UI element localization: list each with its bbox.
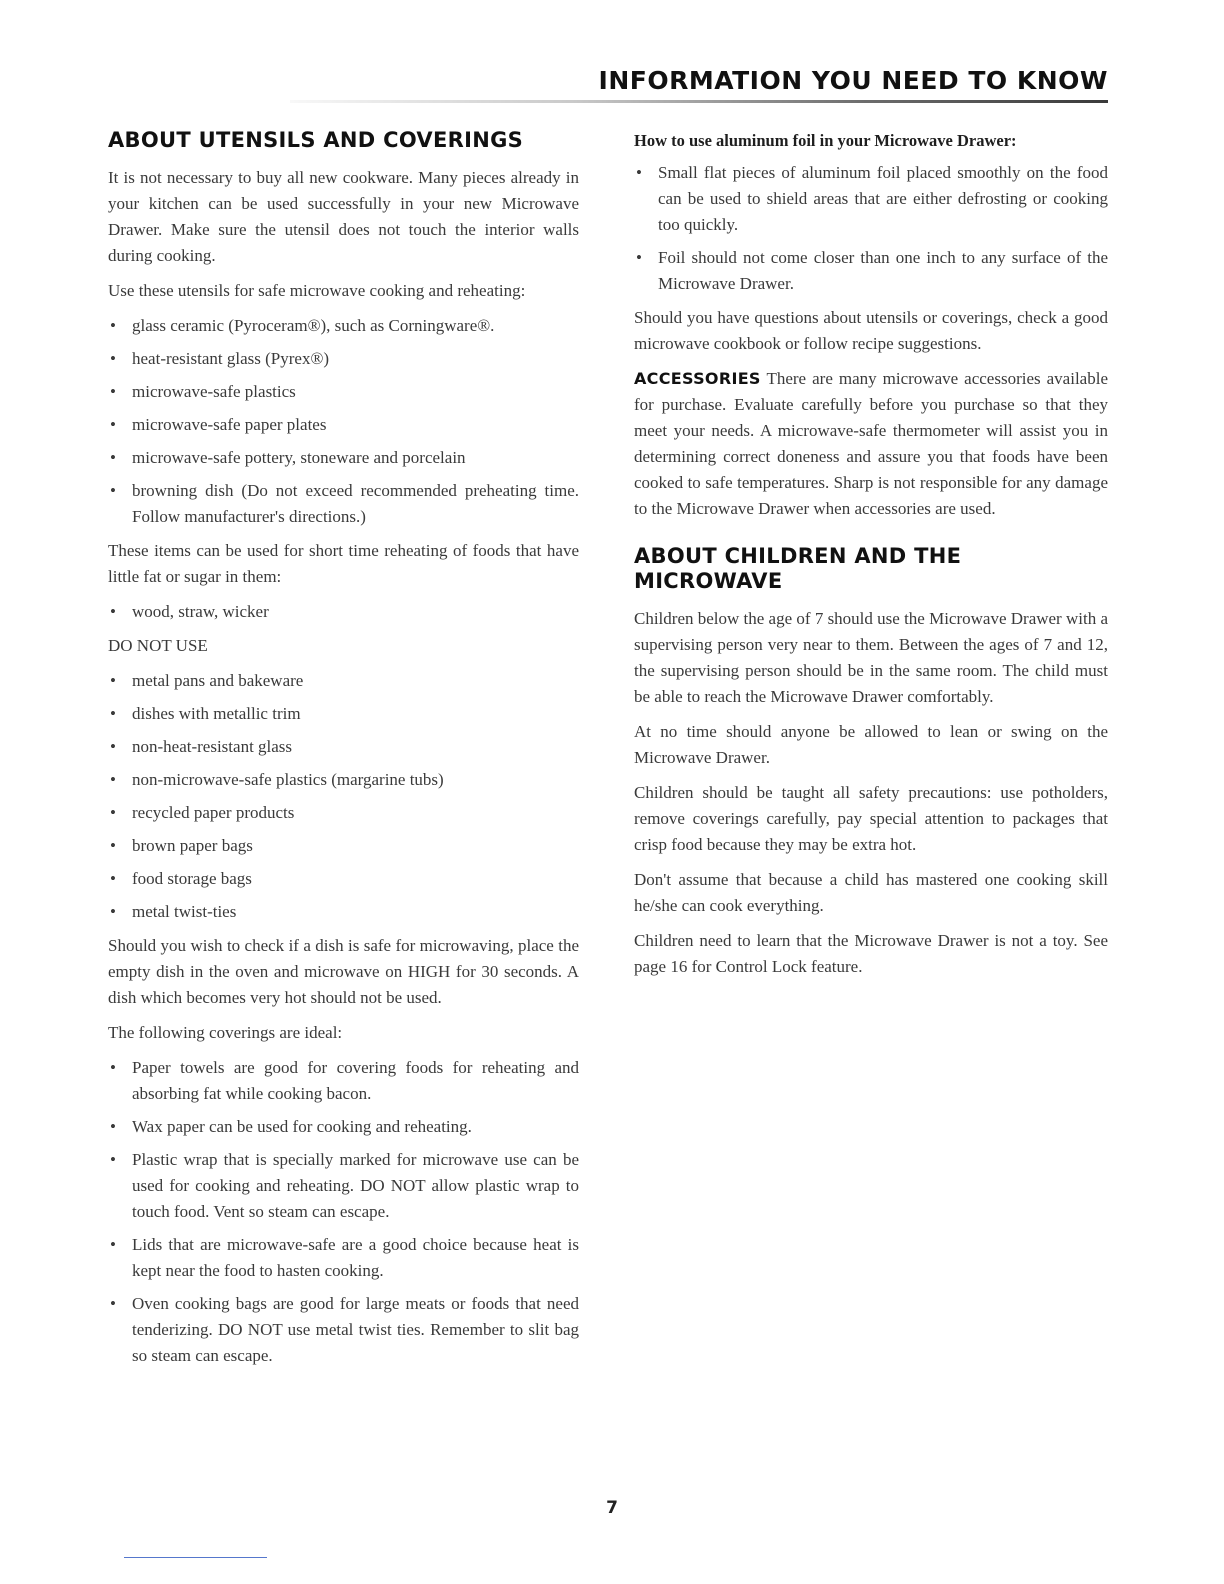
list-item [108,767,579,793]
list-item-text: brown paper bags [132,836,253,855]
children-paragraph: Children should be taught all safety precautions: use potholders, remove coverings carefully, pay special attention to packages that crisp food because they may be extra hot. [634,783,1108,854]
list-item-text: Lids that are microwave-safe are a good choice because heat is kept near the food to hasten cooking. [132,1235,579,1280]
bullet-icon: • [110,448,116,467]
list-item [108,1147,579,1225]
list-item-text: microwave-safe plastics [132,382,296,401]
list-item [108,800,579,826]
list-item [108,313,579,339]
list-item-text: microwave-safe paper plates [132,415,327,434]
list-item-text: glass ceramic (Pyroceram®), such as Corningware®. [132,316,495,335]
list-item-text: dishes with metallic trim [132,704,301,723]
list-item-text: heat-resistant glass (Pyrex®) [132,349,330,368]
list-item-text: non-heat-resistant glass [132,737,293,756]
page-number: 7 [606,1498,618,1518]
use-list [108,313,579,530]
list-item [108,734,579,760]
dish-check-text: Should you wish to check if a dish is safe for microwaving, place the empty dish in the oven and microwave on HIGH for 30 seconds. A dish which becomes very hot should not be used. [108,936,579,1007]
bullet-icon: • [636,248,642,267]
bullet-icon: • [110,704,116,723]
list-item [108,866,579,892]
list-item [108,833,579,859]
list-item [108,1232,579,1284]
list-item-text: food storage bags [132,869,252,888]
list-item-text: metal pans and bakeware [132,671,304,690]
use-intro: Use these utensils for safe microwave cooking and reheating: [108,281,526,300]
bullet-icon: • [110,382,116,401]
accessories-paragraph [634,366,1108,522]
utensils-intro: It is not necessary to buy all new cookware. Many pieces already in your kitchen can be used successfully in your new Microwave Drawer. Make sure the utensil does not touch the interior walls during cooking. [108,168,579,265]
list-item-text: Paper towels are good for covering foods for reheating and absorbing fat while cooking bacon. [132,1058,579,1103]
list-item [108,899,579,925]
list-item-text: Foil should not come closer than one inch to any surface of the Microwave Drawer. [658,248,1108,293]
list-item [634,245,1108,297]
children-paragraph: Children need to learn that the Microwave Drawer is not a toy. See page 16 for Control Lock feature. [634,931,1108,976]
coverings-list [108,1055,579,1369]
list-item [108,445,579,471]
children-paragraph: Children below the age of 7 should use the Microwave Drawer with a supervising person very near to them. Between the ages of 7 and 12, the supervising person should be in the same room. The child must be able to reach the Microwave Drawer comfortably. [634,609,1108,706]
list-item [108,668,579,694]
short-time-intro: These items can be used for short time reheating of foods that have little fat or sugar in them: [108,541,579,586]
list-item [108,379,579,405]
list-item-text: browning dish (Do not exceed recommended preheating time. Follow manufacturer's directions.) [132,481,579,526]
page-header [290,62,1108,112]
bullet-icon: • [110,415,116,434]
list-item [108,1114,579,1140]
bullet-icon: • [110,602,116,621]
accessories-text: There are many microwave accessories available for purchase. Evaluate carefully before you purchase so that they meet your needs. A microwave-safe thermometer will assist you in determining correct doneness and assure you that foods have been cooked to safe temperatures. Sharp is not responsible for any damage to the Microwave Drawer when accessories are used. [634,369,1108,518]
list-item-text: wood, straw, wicker [132,602,269,621]
list-item-text: Wax paper can be used for cooking and reheating. [132,1117,472,1136]
short-time-list [108,599,579,625]
bullet-icon: • [110,316,116,335]
bullet-icon: • [110,869,116,888]
list-item-text: recycled paper products [132,803,295,822]
accessories-label: ACCESSORIES [634,369,761,388]
children-paragraph: At no time should anyone be allowed to lean or swing on the Microwave Drawer. [634,722,1108,767]
coverings-intro: The following coverings are ideal: [108,1023,343,1042]
bullet-icon: • [110,1117,116,1136]
left-column [108,128,579,1377]
bullet-icon: • [636,163,642,182]
children-paragraph: Don't assume that because a child has mastered one cooking skill he/she can cook everything. [634,870,1108,915]
do-not-use-list [108,668,579,925]
list-item-text: microwave-safe pottery, stoneware and porcelain [132,448,466,467]
bullet-icon: • [110,836,116,855]
list-item [108,701,579,727]
foil-heading: How to use aluminum foil in your Microwave Drawer: [634,131,1017,150]
questions-text: Should you have questions about utensils or coverings, check a good microwave cookbook or follow recipe suggestions. [634,308,1108,353]
utensils-heading: ABOUT UTENSILS AND COVERINGS [108,128,524,152]
right-column [634,128,1108,989]
list-item-text: non-microwave-safe plastics (margarine tubs) [132,770,444,789]
bullet-icon: • [110,481,116,500]
list-item-text: Small flat pieces of aluminum foil placed smoothly on the food can be used to shield areas that are either defrosting or cooking too quickly. [658,163,1108,234]
bullet-icon: • [110,1150,116,1169]
list-item [108,599,579,625]
list-item-text: metal twist-ties [132,902,237,921]
page-title: INFORMATION YOU NEED TO KNOW [598,66,1108,95]
bullet-icon: • [110,803,116,822]
bullet-icon: • [110,1235,116,1254]
do-not-use-label: DO NOT USE [108,636,208,655]
list-item-text: Plastic wrap that is specially marked for microwave use can be used for cooking and reheating. DO NOT allow plastic wrap to touch food. Vent so steam can escape. [132,1150,579,1221]
footer-line [124,1557,267,1558]
foil-list [634,160,1108,297]
children-heading: ABOUT CHILDREN AND THE MICROWAVE [634,544,962,593]
bullet-icon: • [110,737,116,756]
header-rule [290,100,1108,103]
bullet-icon: • [110,671,116,690]
bullet-icon: • [110,1294,116,1313]
list-item [108,1291,579,1369]
bullet-icon: • [110,770,116,789]
list-item [108,346,579,372]
bullet-icon: • [110,349,116,368]
list-item [108,412,579,438]
bullet-icon: • [110,1058,116,1077]
bullet-icon: • [110,902,116,921]
list-item [108,478,579,530]
list-item [634,160,1108,238]
list-item [108,1055,579,1107]
list-item-text: Oven cooking bags are good for large meats or foods that need tenderizing. DO NOT use metal twist ties. Remember to slit bag so steam can escape. [132,1294,579,1365]
